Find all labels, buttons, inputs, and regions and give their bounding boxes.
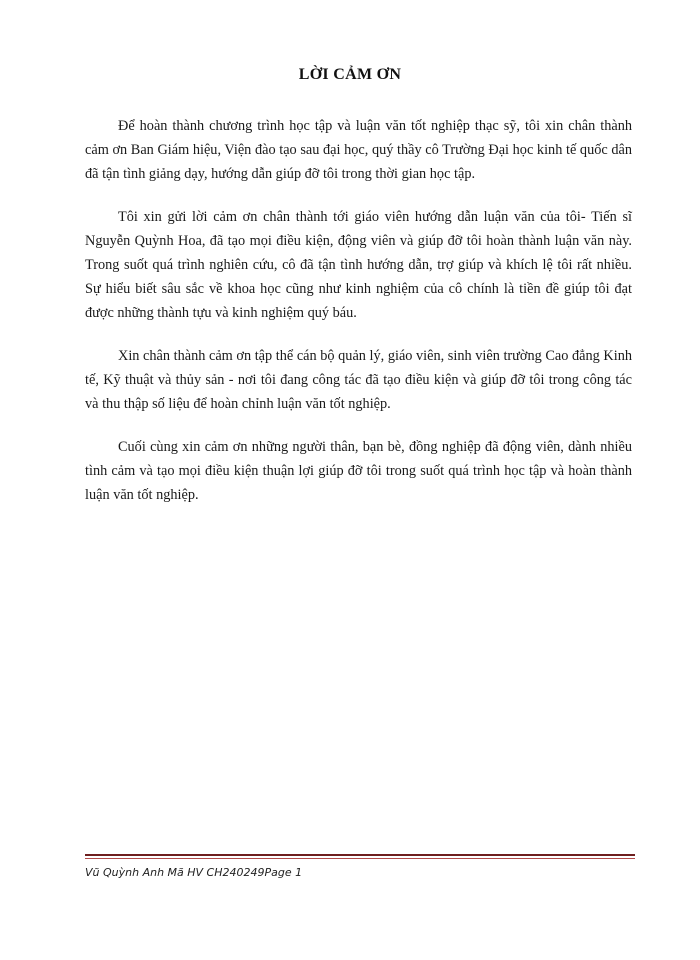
paragraph-1: Để hoàn thành chương trình học tập và luận văn tốt nghiệp thạc sỹ, tôi xin chân thành cảm ơn Ban Giám hiệu, Viện đào tạo sau đại học, quý thầy cô Trường Đại học kinh tế quốc dân đã tận tình giảng dạy, hướng dẫn giúp đỡ tôi trong thời gian học tập.: [85, 118, 632, 182]
footer-divider-thick: [85, 854, 635, 856]
document-body: [85, 114, 632, 526]
page-title: LỜI CẢM ƠN: [298, 66, 402, 83]
footer-divider-thin: [85, 858, 635, 859]
paragraph-2: Tôi xin gửi lời cảm ơn chân thành tới giáo viên hướng dẫn luận văn của tôi- Tiến sĩ Nguyễn Quỳnh Hoa, đã tạo mọi điều kiện, động viên và giúp đỡ tôi hoàn thành luận văn này. Trong suốt quá trình nghiên cứu, cô đã tận tình hướng dẫn, trợ giúp và khích lệ tôi rất nhiều. Sự hiểu biết sâu sắc về khoa học cũng như kinh nghiệm của cô chính là tiền đề giúp tôi đạt được những thành tựu và kinh nghiệm quý báu.: [85, 209, 632, 321]
paragraph-3: Xin chân thành cảm ơn tập thể cán bộ quản lý, giáo viên, sinh viên trường Cao đẳng Kinh tế, Kỹ thuật và thủy sản - nơi tôi đang công tác đã tạo điều kiện và giúp đỡ tôi trong công tác và thu thập số liệu để hoàn chỉnh luận văn tốt nghiệp.: [85, 348, 632, 412]
paragraph-4: Cuối cùng xin cảm ơn những người thân, bạn bè, đồng nghiệp đã động viên, dành nhiều tình cảm và tạo mọi điều kiện thuận lợi giúp đỡ tôi trong suốt quá trình học tập và hoàn thành luận văn tốt nghiệp.: [85, 439, 632, 503]
page-footer: Vũ Quỳnh Anh Mã HV CH240249Page 1: [85, 866, 303, 879]
